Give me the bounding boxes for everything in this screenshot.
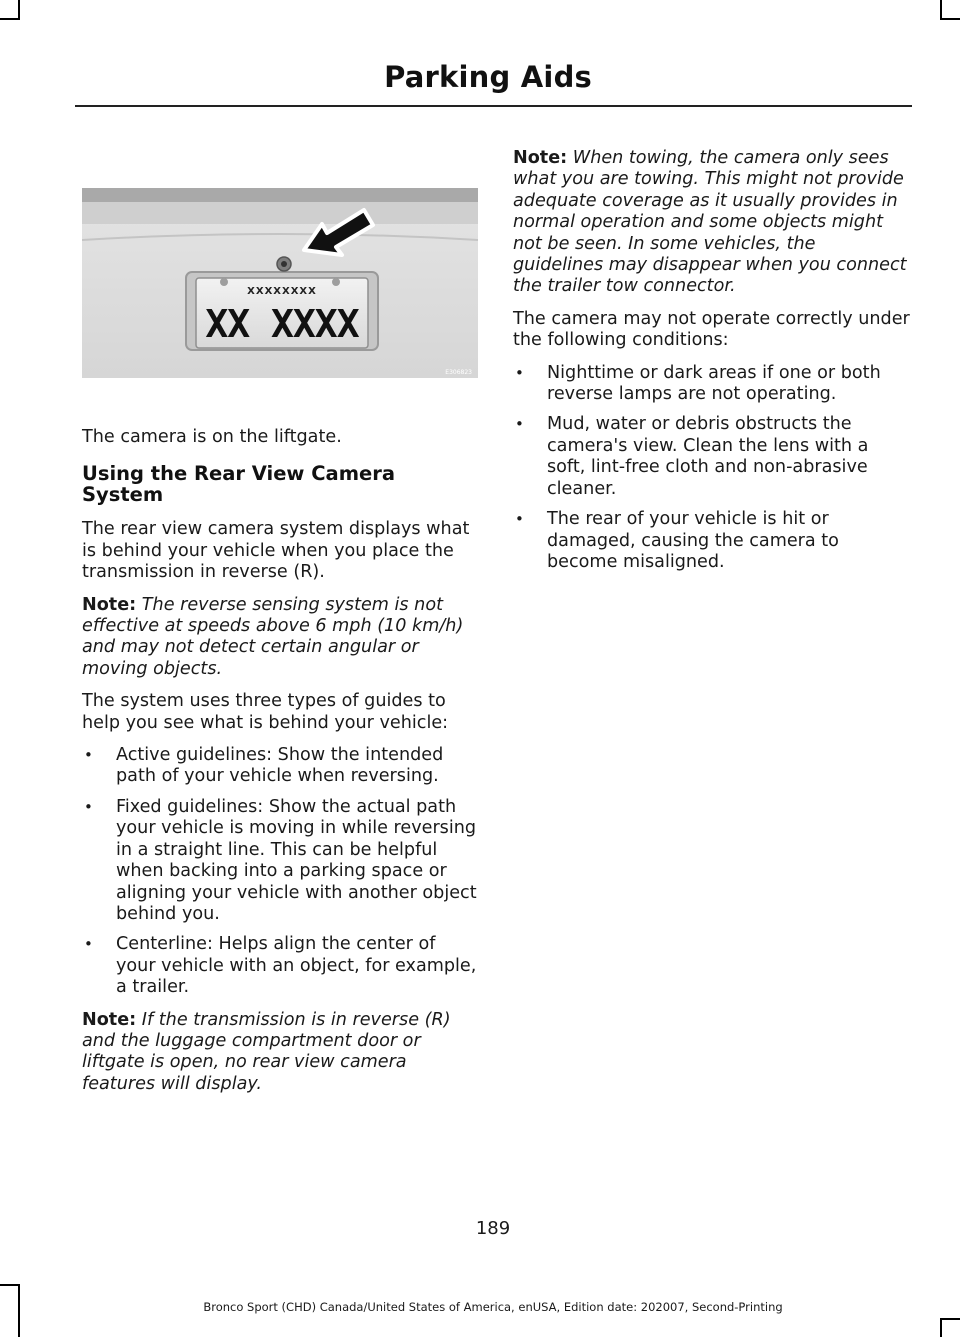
left-column	[82, 188, 478, 1106]
note-label: Note:	[513, 148, 568, 168]
conditions-intro: The camera may not operate correctly under the following conditions:	[513, 308, 910, 351]
note-label: Note:	[82, 594, 137, 615]
plate-top-text: XXXXXXXX	[247, 286, 317, 297]
guides-list	[82, 745, 478, 998]
list-item: • Fixed guidelines: Show the actual path your vehicle is moving in while reversing in a straight line. This can be helpful when backing into a parking space or aligning your vehicle with another object behind you.	[82, 797, 478, 925]
crop-mark	[0, 1284, 20, 1286]
crop-mark	[940, 1318, 942, 1337]
title-divider	[75, 105, 912, 107]
section-heading: Using the Rear View Camera System	[82, 462, 396, 507]
figure-caption: The camera is on the liftgate.	[82, 427, 342, 447]
liftgate-camera-figure	[82, 188, 478, 378]
list-item: • Mud, water or debris obstructs the camera's view. Clean the lens with a soft, lint-free cloth and non-abrasive cleaner.	[513, 414, 911, 500]
note-liftgate	[82, 1010, 478, 1096]
list-item: • Nighttime or dark areas if one or both reverse lamps are not operating.	[513, 363, 911, 406]
right-column	[513, 148, 911, 584]
page-number: 189	[475, 1218, 511, 1239]
note-towing	[513, 148, 911, 298]
crop-mark	[0, 18, 20, 20]
crop-mark	[940, 18, 960, 20]
list-item: • Centerline: Helps align the center of your vehicle with an object, for example, a trailer.	[82, 934, 478, 998]
image-code: E306823	[445, 369, 472, 376]
note-speed	[82, 595, 478, 681]
note-text: When towing, the camera only sees what you are towing. This might not provide adequate coverage as it usually provides in normal operation and some objects might not be seen. In some vehicles, the guidelines may disappear when you connect the trailer tow connector.	[513, 148, 907, 297]
intro-paragraph: The rear view camera system displays what is behind your vehicle when you place the transmission in reverse (R).	[82, 519, 470, 583]
crop-mark	[940, 0, 942, 19]
guides-intro: The system uses three types of guides to help you see what is behind your vehicle:	[82, 691, 449, 733]
liftgate-illustration	[82, 188, 478, 378]
note-label: Note:	[82, 1009, 137, 1030]
crop-mark	[18, 0, 20, 19]
note-text: If the transmission is in reverse (R) and the luggage compartment door or liftgate is open, no rear view camera features will display.	[82, 1009, 451, 1094]
crop-mark	[940, 1318, 960, 1320]
footer-text: Bronco Sport (CHD) Canada/United States of America, enUSA, Edition date: 202007, Second-Printing	[203, 1300, 783, 1314]
conditions-list	[513, 363, 911, 574]
note-text: The reverse sensing system is not effective at speeds above 6 mph (10 km/h) and may not detect certain angular or moving objects.	[82, 594, 464, 679]
list-item: • The rear of your vehicle is hit or damaged, causing the camera to become misaligned.	[513, 509, 911, 573]
list-item: • Active guidelines: Show the intended path of your vehicle when reversing.	[82, 745, 478, 788]
plate-main-text: XX XXXX	[205, 302, 359, 346]
section-title: Parking Aids	[384, 60, 592, 94]
